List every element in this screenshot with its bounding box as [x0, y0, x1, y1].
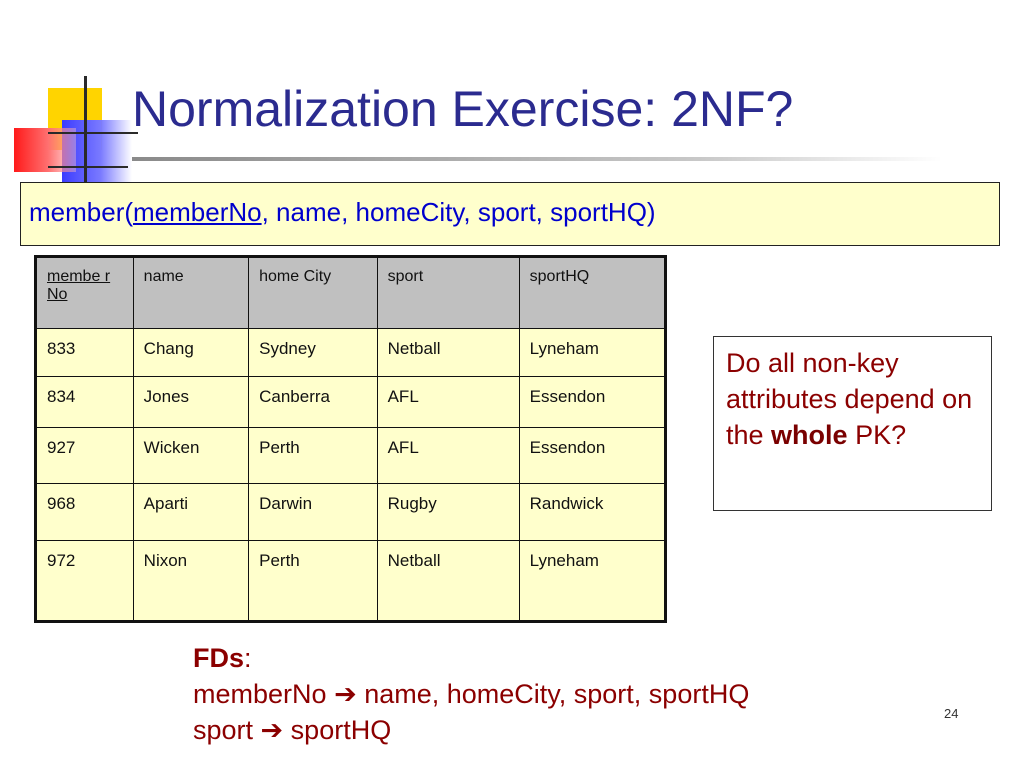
column-header-homecity: home City [249, 257, 377, 329]
fd-line [193, 712, 749, 748]
table-row [36, 428, 666, 484]
table-cell: Essendon [519, 428, 665, 484]
table-cell: 833 [36, 329, 134, 377]
functional-dependencies [193, 640, 749, 748]
table-cell: Perth [249, 428, 377, 484]
table-cell: Wicken [133, 428, 248, 484]
fds-heading-line [193, 640, 749, 676]
arrow-right-icon: ➔ [260, 715, 284, 745]
question-emphasis: whole [771, 420, 848, 450]
table-row [36, 377, 666, 428]
table-cell: Perth [249, 541, 377, 622]
page-number: 24 [944, 706, 959, 721]
table-row [36, 484, 666, 541]
schema-box [20, 182, 1000, 246]
deco-horizontal-line [48, 166, 128, 168]
deco-vertical-line [84, 76, 87, 192]
fds-heading: FDs [193, 643, 245, 673]
fd-determinant: sport [193, 715, 254, 745]
table-row [36, 329, 666, 377]
table-cell: Randwick [519, 484, 665, 541]
schema-prefix: member( [29, 197, 134, 227]
table-cell: Chang [133, 329, 248, 377]
table-row [36, 541, 666, 622]
schema-primary-key: memberNo [133, 197, 262, 227]
table-cell: Lyneham [519, 541, 665, 622]
table-cell: 972 [36, 541, 134, 622]
table-cell: AFL [377, 377, 519, 428]
table-cell: Aparti [133, 484, 248, 541]
table-cell: Rugby [377, 484, 519, 541]
table-cell: Netball [377, 541, 519, 622]
question-text-end: PK? [847, 420, 907, 450]
table-cell: 968 [36, 484, 134, 541]
fd-determinant: memberNo [193, 679, 327, 709]
table-cell: 834 [36, 377, 134, 428]
column-header-sporthq: sportHQ [519, 257, 665, 329]
table-cell: Sydney [249, 329, 377, 377]
fd-line [193, 676, 749, 712]
fd-dependents: name, homeCity, sport, sportHQ [356, 679, 750, 709]
table-cell: Essendon [519, 377, 665, 428]
table-cell: Darwin [249, 484, 377, 541]
table-cell: Netball [377, 329, 519, 377]
fds-colon: : [244, 643, 252, 673]
question-text: Do all non-key attributes depend on the [726, 348, 973, 450]
arrow-right-icon: ➔ [334, 679, 357, 709]
table-cell: Nixon [133, 541, 248, 622]
table-cell: Canberra [249, 377, 377, 428]
question-callout [713, 336, 992, 511]
table-cell: Lyneham [519, 329, 665, 377]
deco-horizontal-line [48, 132, 138, 134]
table-cell: 927 [36, 428, 134, 484]
table-cell: AFL [377, 428, 519, 484]
schema-attributes: , name, homeCity, sport, sportHQ) [261, 197, 656, 227]
fd-dependents: sportHQ [283, 715, 392, 745]
table-cell: Jones [133, 377, 248, 428]
table-header-row [36, 257, 666, 329]
column-header-name: name [133, 257, 248, 329]
column-header-memberno: membe r No [36, 257, 134, 329]
title-underline [132, 157, 942, 161]
member-table [34, 255, 667, 623]
slide-title: Normalization Exercise: 2NF? [132, 81, 794, 137]
column-header-sport: sport [377, 257, 519, 329]
